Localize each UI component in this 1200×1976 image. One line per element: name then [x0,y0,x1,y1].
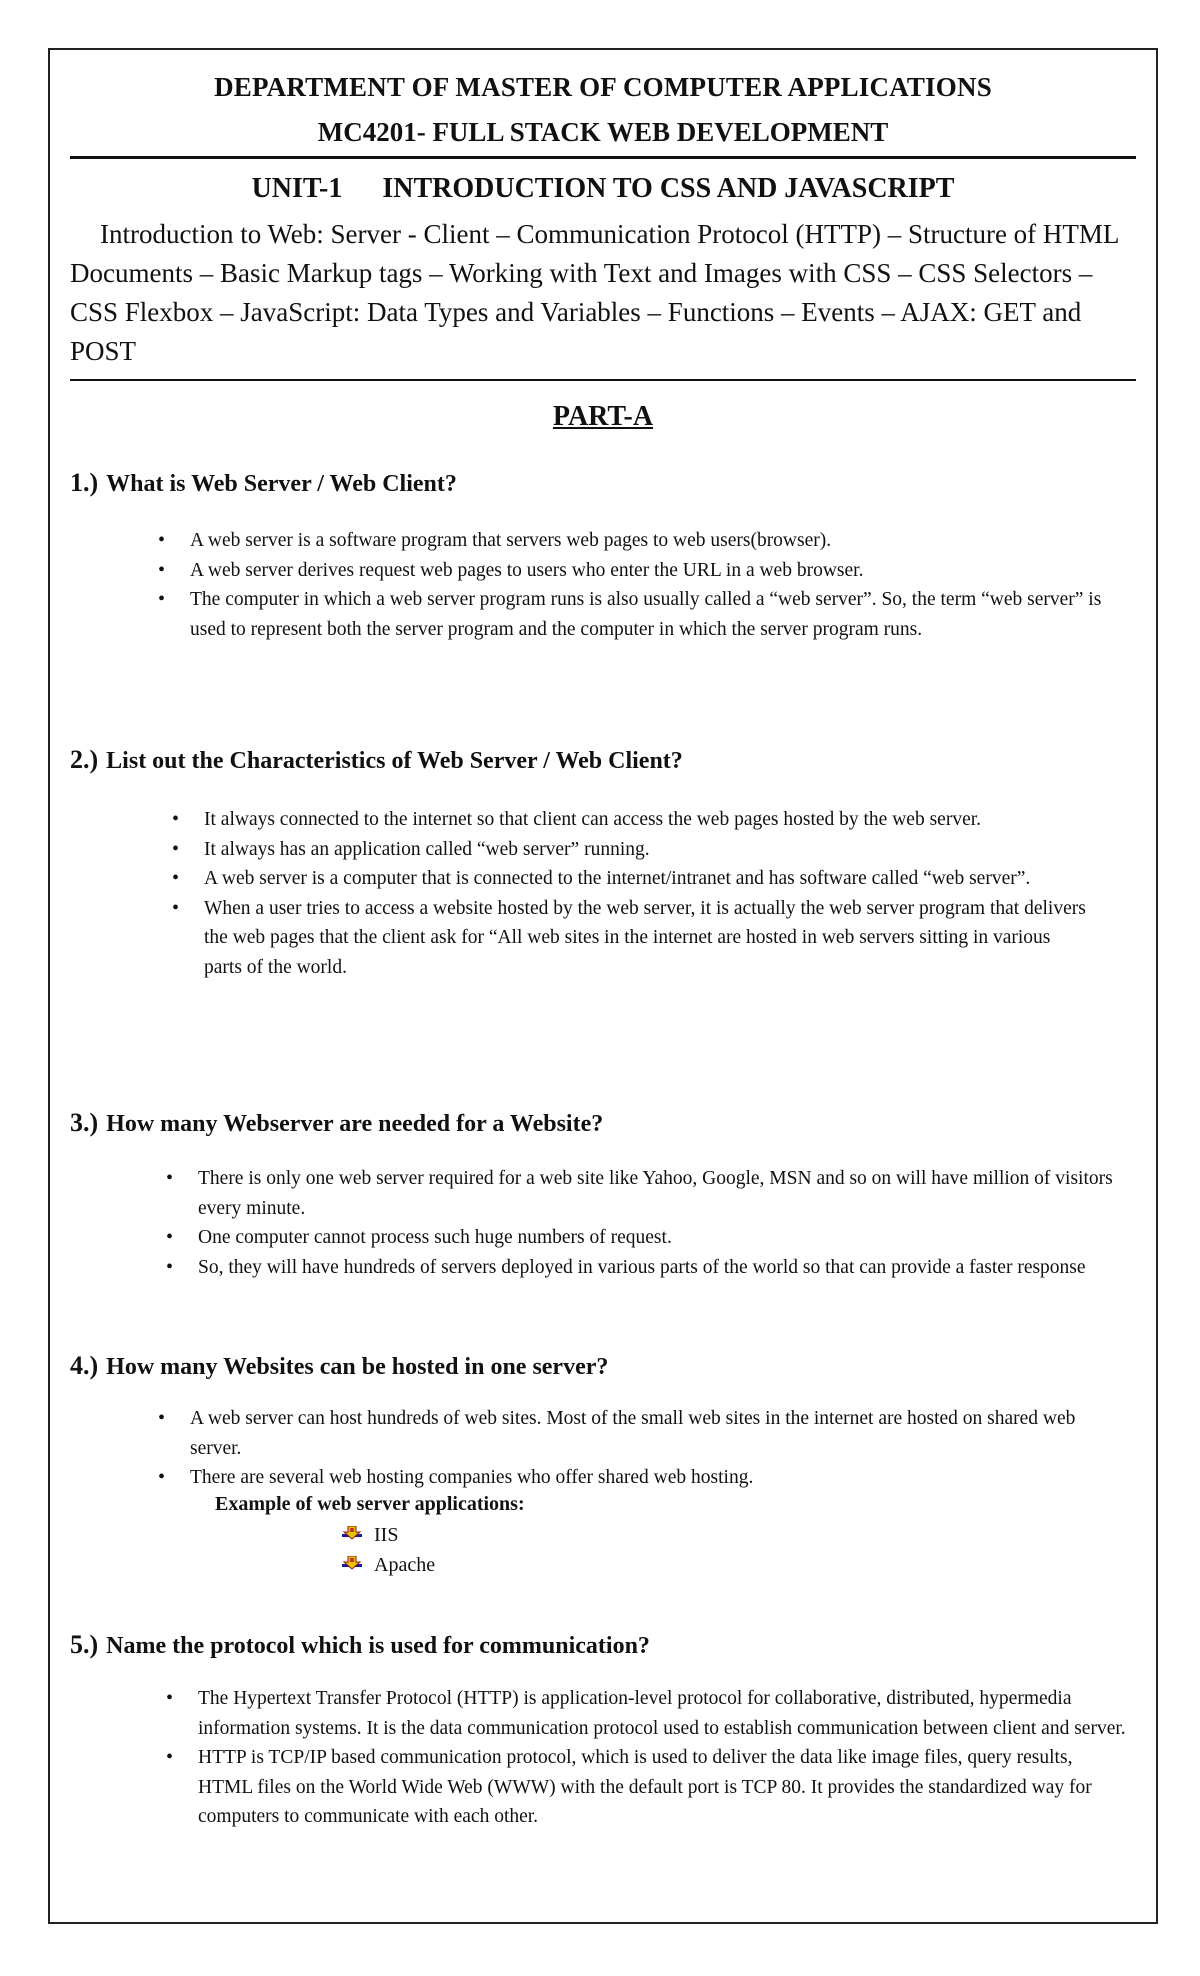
question-title: How many Webserver are needed for a Website? [106,1111,604,1137]
list-item: • There is only one web server required for a web site like Yahoo, Google, MSN and so on will have million of visitors every minute. [166,1164,1126,1223]
page-content [70,50,1136,1920]
list-item: • HTTP is TCP/IP based communication protocol, which is used to deliver the data like image files, query results, HTML files on the World Wide Web (WWW) with the default port is TCP 80. It provides the standardized way for computers to communicate with each other. [166,1743,1128,1832]
example-list [342,1520,742,1580]
question-number: 4.) [70,1351,99,1380]
question-number: 2.) [70,745,99,774]
arrow-down-icon [342,1556,362,1574]
list-item: • The computer in which a web server program runs is also usually called a “web server”. So, the term “web server” is used to represent both the server program and the computer in which the server program runs. [158,585,1118,644]
example-item: Apache [374,1554,436,1576]
list-item: • When a user tries to access a website hosted by the web server, it is actually the web server program that delivers the web pages that the client ask for “All web sites in the internet are hosted in web servers sitting in various parts of the world. [172,894,1092,983]
question-4-bullets [158,1404,1128,1493]
list-item: • A web server is a computer that is connected to the internet/intranet and has software called “web server”. [172,864,1092,894]
part-title: PART-A [552,401,654,432]
page-frame [48,48,1158,1924]
question-title: Name the protocol which is used for communication? [106,1633,650,1659]
list-item: • There are several web hosting companies who offer shared web hosting. [158,1463,1128,1493]
question-3-heading [70,1108,603,1138]
question-2-bullets [172,805,1092,982]
list-item: • A web server can host hundreds of web sites. Most of the small web sites in the internet are hosted on shared web server. [158,1404,1128,1463]
example-item: IIS [374,1524,399,1546]
department-heading: DEPARTMENT OF MASTER OF COMPUTER APPLICATIONS [214,72,992,102]
question-title: How many Websites can be hosted in one server? [106,1354,609,1380]
list-item [342,1520,742,1550]
course-heading: MC4201- FULL STACK WEB DEVELOPMENT [317,117,889,147]
question-3-bullets [166,1164,1126,1282]
question-1-bullets [158,526,1118,644]
list-item: • A web server is a software program that servers web pages to web users(browser). [158,526,1118,556]
question-number: 5.) [70,1630,99,1659]
list-item: • One computer cannot process such huge numbers of request. [166,1223,1126,1253]
syllabus-text: Introduction to Web: Server - Client – Communication Protocol (HTTP) – Structure of HTML Documents – Basic Markup tags – Working with Text and Images with CSS – CSS Selectors – CSS Flexbox – JavaScript: Data Types and Variables – Functions – Events – AJAX: GET and POST [70,219,1119,366]
question-number: 3.) [70,1108,99,1137]
question-5-bullets [166,1684,1128,1832]
list-item: • So, they will have hundreds of servers deployed in various parts of the world so that can provide a faster response [166,1253,1126,1283]
question-5-heading [70,1630,650,1660]
question-4-heading [70,1351,608,1381]
arrow-down-icon [342,1526,362,1544]
divider [70,379,1136,381]
divider [70,156,1136,159]
list-item: • The Hypertext Transfer Protocol (HTTP) is application-level protocol for collaborative, distributed, hypermedia information systems. It is the data communication protocol used to establish communication between client and server. [166,1684,1128,1743]
unit-title: INTRODUCTION TO CSS AND JAVASCRIPT [382,173,955,204]
question-number: 1.) [70,468,99,497]
list-item: • It always has an application called “web server” running. [172,835,1092,865]
question-1-heading [70,468,457,498]
unit-number: UNIT-1 [251,173,343,204]
question-2-heading [70,745,683,775]
list-item: • It always connected to the internet so that client can access the web pages hosted by the web server. [172,805,1092,835]
question-title: List out the Characteristics of Web Server / Web Client? [106,748,683,774]
question-title: What is Web Server / Web Client? [106,471,457,497]
unit-heading [70,173,1136,205]
list-item: • A web server derives request web pages to users who enter the URL in a web browser. [158,556,1118,586]
list-item [342,1550,742,1580]
example-title: Example of web server applications: [215,1493,525,1515]
